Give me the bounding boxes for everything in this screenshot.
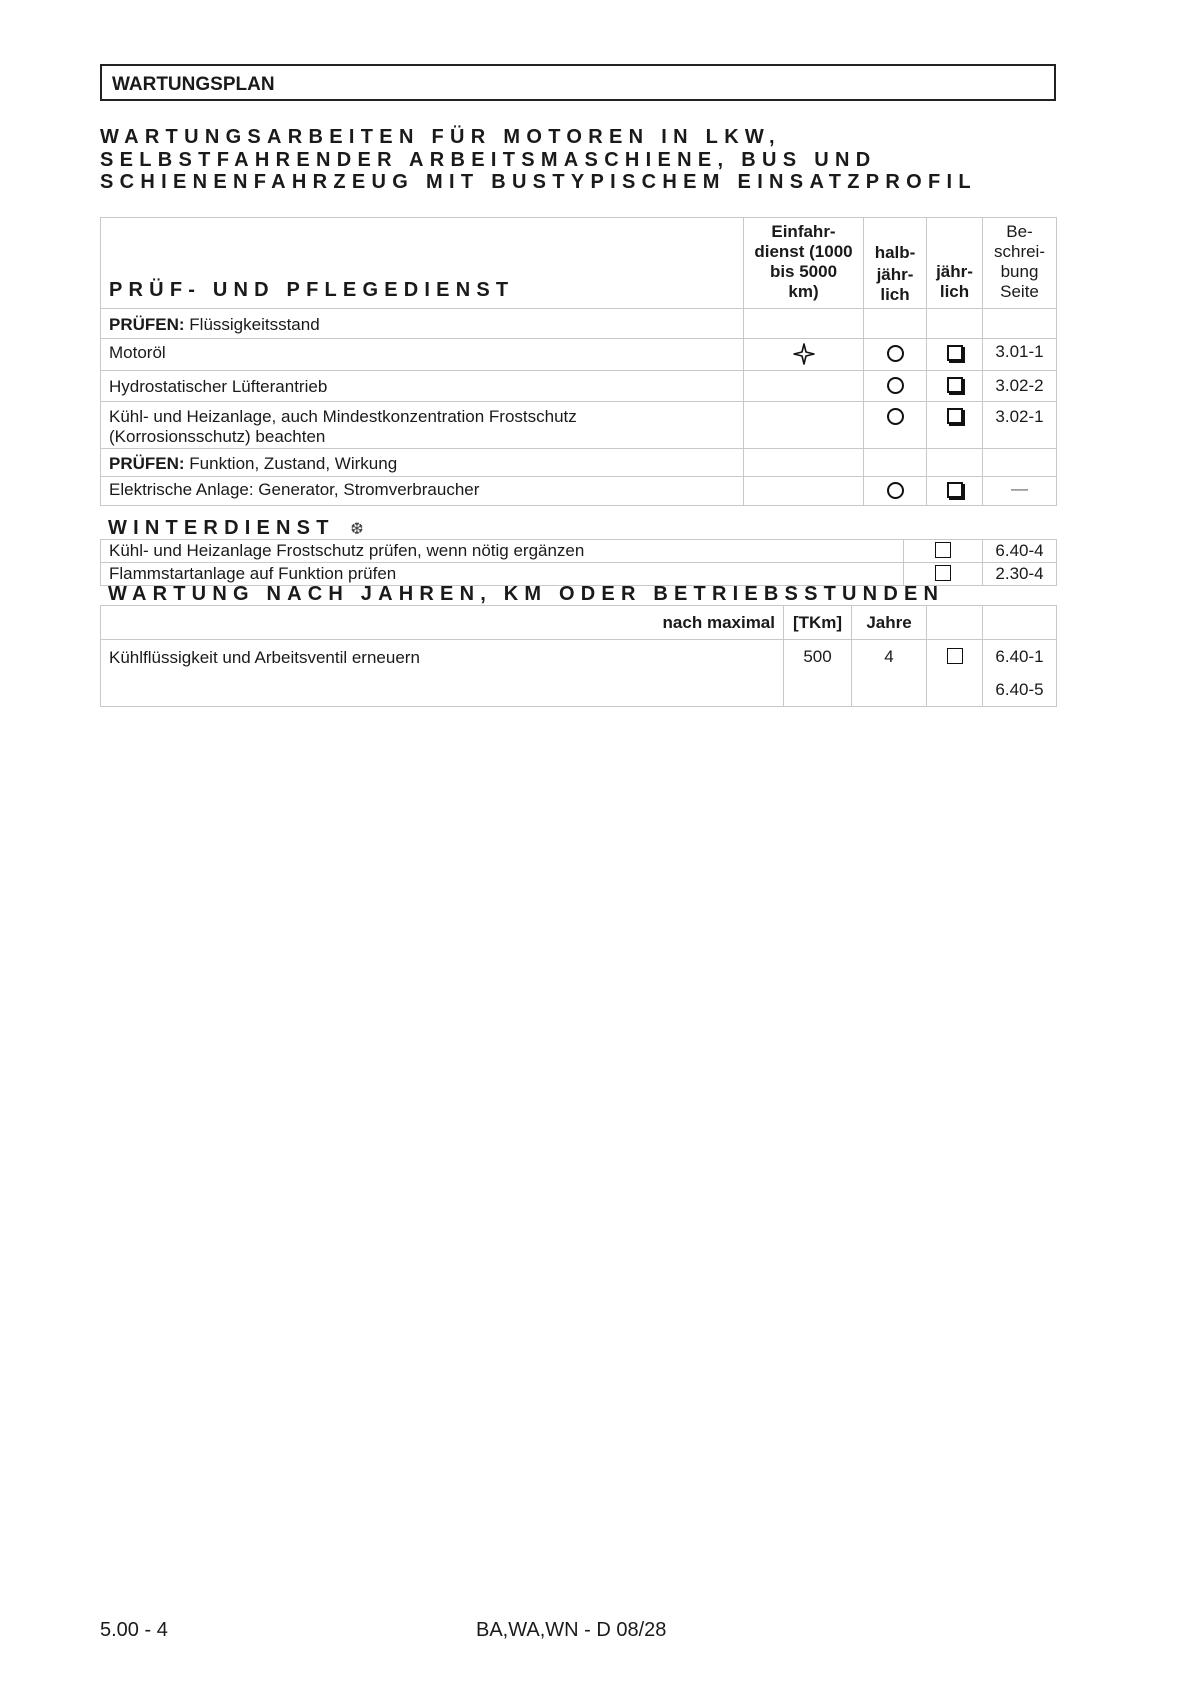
group-row — [101, 449, 1057, 477]
table-row — [101, 371, 1057, 402]
table-header-row — [101, 218, 1057, 309]
winterdienst-table — [100, 539, 1057, 586]
row-label: Motoröl — [101, 339, 744, 371]
footer-page-number: 5.00 - 4 — [100, 1619, 168, 1641]
halbjaehrlich-cell — [864, 477, 927, 506]
square-icon — [947, 345, 963, 361]
col-jaehrlich — [927, 218, 983, 309]
header-jahre: Jahre — [852, 606, 927, 640]
wartung-heading: WARTUNG NACH JAHREN, KM ODER BETRIEBSSTUNDEN — [108, 583, 945, 605]
four-point-star-icon — [793, 343, 815, 365]
halbjaehrlich-cell — [864, 371, 927, 402]
col-beschreibung-line: Seite — [1000, 282, 1039, 301]
halbjaehrlich-cell — [864, 402, 927, 449]
jaehrlich-cell — [904, 540, 983, 563]
table-title: PRÜF- UND PFLEGEDIENST — [101, 218, 744, 309]
square-icon — [935, 565, 951, 581]
table-row — [101, 477, 1057, 506]
page-ref: 6.40-4 — [983, 540, 1057, 563]
jaehrlich-cell — [927, 477, 983, 506]
jaehrlich-cell — [927, 640, 983, 707]
table-row — [101, 540, 1057, 563]
col-beschreibung-line: Be- — [1006, 222, 1033, 241]
table-header-row — [101, 606, 1057, 640]
col-einfahrdienst-line: Einfahr- — [771, 222, 836, 241]
main-title-line: WARTUNGSARBEITEN FÜR MOTOREN IN LKW, — [100, 126, 781, 148]
circle-icon — [887, 482, 904, 499]
square-icon — [947, 482, 963, 498]
row-label: Flammstartanlage auf Funktion prüfen — [101, 563, 904, 586]
page-ref: 3.02-2 — [983, 371, 1057, 402]
jaehrlich-cell — [927, 371, 983, 402]
row-label — [101, 402, 744, 449]
square-icon — [947, 408, 963, 424]
col-halbjaehrlich — [864, 218, 927, 309]
col-beschreibung-line: bung — [1000, 262, 1039, 281]
square-icon — [935, 542, 951, 558]
header-nach-maximal: nach maximal — [101, 606, 784, 640]
main-title-line: SCHIENENFAHRZEUG MIT BUSTYPISCHEM EINSATZPROFIL — [100, 171, 977, 193]
circle-icon — [887, 377, 904, 394]
col-beschreibung — [983, 218, 1057, 309]
col-halbjaehrlich-line: lich — [880, 285, 910, 304]
table-row — [101, 640, 1057, 707]
row-label-line: Kühl- und Heizanlage, auch Mindestkonzentration Frostschutz — [109, 407, 577, 426]
jaehrlich-cell — [927, 402, 983, 449]
col-einfahrdienst — [744, 218, 864, 309]
col-einfahrdienst-line: km) — [788, 282, 819, 301]
col-halbjaehrlich-line: jähr- — [876, 265, 914, 284]
square-icon — [947, 377, 963, 393]
group-label — [101, 309, 744, 339]
winterdienst-title: WINTERDIENST — [108, 517, 335, 539]
page-ref-line: 6.40-5 — [995, 680, 1044, 699]
group-row — [101, 309, 1057, 339]
jaehrlich-cell — [927, 339, 983, 371]
col-einfahrdienst-line: bis 5000 — [769, 262, 838, 281]
group-label-bold: PRÜFEN: — [109, 315, 185, 334]
group-label-rest: Funktion, Zustand, Wirkung — [184, 454, 398, 473]
row-label-line: (Korrosionsschutz) beachten — [109, 427, 326, 446]
table-row — [101, 339, 1057, 371]
col-beschreibung-line: schrei- — [993, 242, 1045, 261]
footer-document-code: BA,WA,WN - D 08/28 — [476, 1619, 667, 1641]
col-einfahrdienst-line: dienst (1000 — [754, 242, 853, 261]
row-label: Kühlflüssigkeit und Arbeitsventil erneuern — [101, 640, 784, 707]
group-label-rest: Flüssigkeitsstand — [184, 315, 320, 334]
section-header-title: WARTUNGSPLAN — [112, 74, 275, 95]
section-header — [100, 64, 1056, 101]
einfahr-cell — [744, 339, 864, 371]
col-jaehrlich-line: jähr- — [936, 262, 973, 281]
winterdienst-heading — [108, 517, 364, 540]
row-label: Hydrostatischer Lüfterantrieb — [101, 371, 744, 402]
row-label: Elektrische Anlage: Generator, Stromverbraucher — [101, 477, 744, 506]
page-ref: 3.01-1 — [983, 339, 1057, 371]
col-halbjaehrlich-line: halb- — [874, 243, 916, 262]
header-tkm: [TKm] — [784, 606, 852, 640]
pruef-pflegedienst-table — [100, 217, 1057, 506]
group-label — [101, 449, 744, 477]
wartung-table — [100, 605, 1057, 707]
circle-icon — [887, 345, 904, 362]
row-label: Kühl- und Heizanlage Frostschutz prüfen, wenn nötig ergänzen — [101, 540, 904, 563]
halbjaehrlich-cell — [864, 339, 927, 371]
page-ref — [983, 640, 1057, 707]
circle-icon — [887, 408, 904, 425]
square-icon — [947, 648, 963, 664]
group-label-bold: PRÜFEN: — [109, 454, 185, 473]
page-ref: 2.30-4 — [983, 563, 1057, 586]
col-jaehrlich-line: lich — [939, 282, 970, 301]
snowflake-icon: ❆ — [350, 521, 364, 538]
page-ref: — — [983, 477, 1057, 506]
main-title-line: SELBSTFAHRENDER ARBEITSMASCHIENE, BUS UND — [100, 148, 877, 171]
main-title — [100, 126, 1080, 194]
page-ref-line: 6.40-1 — [995, 647, 1044, 666]
jahre-value: 4 — [852, 640, 927, 707]
tkm-value: 500 — [784, 640, 852, 707]
page-ref: 3.02-1 — [983, 402, 1057, 449]
table-row — [101, 402, 1057, 449]
